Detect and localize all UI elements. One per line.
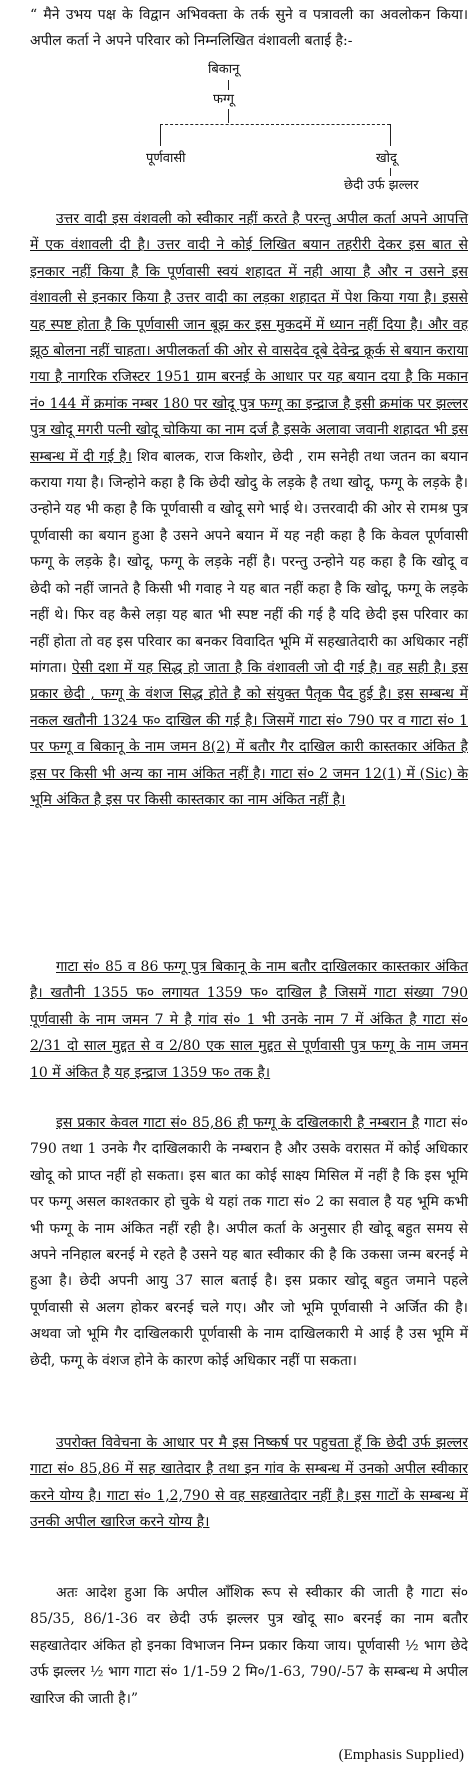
paragraph-2-underlined: गाटा सं० 85 व 86 फग्गू पुत्र बिकानू के नाम बतौर दाखिलकार कास्तकार अंकित है। खतौनी 1355 फ० लगायत 1359 फ० दाखिल है जिसमें गाटा संख्या 790 पूर्णवासी के नाम जमन 7 मे है गांव सं० 1 भी उनके नाम 7 में अंकित है गाटा सं० 2/31 दो साल मुद्दत से व 2/80 एक साल मुद्दत से पूर्णवासी पुत्र फग्गू के नाम जमन 10 में अंकित है यह इन्द्राज 1359 फ० तक है। — [30, 959, 468, 1081]
tree-connector-bottom — [390, 168, 391, 176]
paragraph-1 — [30, 206, 468, 813]
tree-child-name: फग्गू — [213, 92, 234, 107]
tree-grandchild-left-name: पूर्णवासी — [146, 151, 186, 166]
intro-paragraph — [30, 2, 468, 55]
paragraph-1-plain: शिव बालक, राज किशोर, छेदी , राम सनेही तथा जतन का बयान कराया गया है। जिन्होने कहा है कि छेदी खोदु के लड़के है तथा खोदू, फग्गू के लड़के है। उन्होने यह भी कहा है कि पूर्णवासी व खोदू सगे भाई थे। उत्तरवादी की ओर से रामश्र पुत्र पूर्णवासी का बयान हुआ है उसने अपने बयान में यह नही कहा है कि केवल पूर्णवासी फग्गू के लड़के है। खोदू, फग्गू के लड़के नहीं है। परन्तु उन्होने यह कहा है कि खोदू व छेदी को नहीं जानते है किसी भी गवाह ने यह बात नहीं कहा है कि खोदू, फग्गू के लड़के नहीं थे। फिर वह कैसे लड़ा यह बात भी स्पष्ट नहीं की गई है यदि छेदी इस परिवार का नहीं होता तो वह इस परिवार का बनकर विवादित भूमि में सहखातेदारी का अधिकार नहीं मांगता। — [30, 448, 468, 676]
tree-sibling-line — [160, 124, 390, 125]
tree-root-name: बिकानू — [208, 62, 240, 77]
paragraph-3-plain: गाटा सं० 790 तथा 1 उनके गैर दाखिलकारी के नम्बरान है और उसके वरासत में कोई अधिकार खोदू को प्राप्त नहीं हो सकता। इस बात का कोई साक्ष्य मिसिल में नहीं है कि इस भूमि पर फग्गू असल काश्तकार हो चुके थे यहां तक गाटा सं० 2 का सवाल है यह भूमि कभी भी फग्गू के नाम अंकित नहीं रही है। अपील कर्ता के अनुसार ही खोदू बहुत समय से अपने ननिहाल बरनई मे रहते है उसने यह बात स्वीकार की है कि उकसा जन्म बरनई मे हुआ है। छेदी अपनी आयु 37 साल बताई है। इस प्रकार खोदू बहुत जमाने पहले पूर्णवासी से अलग होकर बरनई चले गए। और जो भूमि पूर्णवासी ने अर्जित की है। अथवा जो भूमि गैर दाखिलकारी पूर्णवासी के नाम दाखिलकारी मे आई है उस भूमि में छेदी, फग्गू के वंशज होने के कारण कोई अधिकार नहीं पा सकता। — [30, 1115, 469, 1369]
tree-connector-left — [160, 124, 161, 146]
paragraph-2 — [30, 954, 468, 1086]
emphasis-note: (Emphasis Supplied) — [338, 1747, 464, 1763]
paragraph-1-underlined-end: ऐसी दशा में यह सिद्ध हो जाता है कि वंशावली जो दी गई है। वह सही है। इस प्रकार छेदी , फग्गू के वंशज सिद्ध होते है को संयुक्त पैतृक पैद हुई है। इस सम्बन्ध में नकल खतौनी 1324 फ० दाखिल की गई है। जिसमें गाटा सं० 790 पर व गाटा सं० 1 पर फग्गू व बिकानू के नाम जमन 8(2) में बतौर गैर दाखिल कारी कास्तकार अंकित है इस पर किसी भी अन्य का नाम अंकित नहीं है। गाटा सं० 2 जमन 12(1) में (Sic) के भूमि अंकित है इस पर किसी कास्तकार का नाम अंकित नहीं है। — [30, 659, 468, 808]
paragraph-5 — [30, 1580, 468, 1712]
paragraph-1-underlined-start: उत्तर वादी इस वंशवली को स्वीकार नहीं करते है परन्तु अपील कर्ता अपने आपत्ति में एक वंशावली दी है। उत्तर वादी ने कोई लिखित बयान तहरीरी देकर इस बात से इनकार नहीं किया है कि पूर्णवासी स्वयं शहादत में नही आया है और न उसने इस वंशावली से इनकार किया है उत्तर वादी का लड़का शहादत में पेश किया गया है। इससे यह स्पष्ट होता है कि पूर्णवासी जान बूझ कर इस मुकदमें में ध्यान नहीं दिया है। और वह झूठ बोलना नहीं चाहता। अपीलकर्ता की ओर से वासदेव दूबे देवेन्द्र क्रूर्क से बयान कराया गया है नागरिक रजिस्टर 1951 ग्राम बरनई के आधार पर यह बयान दया है कि मकान नं० 144 में क्रमांक नम्बर 180 पर खोदू पुत्र फग्गू का इन्द्राज है इसी क्रमांक पर झल्लर पुत्र खोदू मगरी पत्नी खोदू चोकिया का नाम दर्ज है इसके अलावा जवानी शहादत भी इस सम्बन्ध में दी गई है। — [30, 211, 468, 465]
paragraph-4-underlined: उपरोक्त विवेचना के आधार पर मै इस निष्कर्ष पर पहुचता हूँ कि छेदी उर्फ झल्लर गाटा सं० 85,86 में सह खातेदार है तथा इन गांव के सम्बन्ध में उनको अपील स्वीकार करने योग्य है। गाटा सं० 1,2,790 से वह सहखातेदार नहीं है। इस गाटों के सम्बन्ध में उनकी अपील खारिज करने योग्य है। — [30, 1435, 468, 1531]
tree-connector-root — [228, 80, 229, 90]
tree-grandchild-right-name: खोदू — [376, 151, 397, 166]
tree-connector-child — [228, 109, 229, 123]
intro-text: “ मैने उभय पक्ष के विद्वान अभिवक्ता के तर्क सुने व पत्रावली का अवलोकन किया। अपील कर्ता ने अपने परिवार को निम्नलिखित वंशावली बताई है:- — [30, 7, 468, 50]
tree-connector-right — [390, 124, 391, 146]
paragraph-3-underlined: इस प्रकार केवल गाटा सं० 85,86 ही फग्गू के दखिलकारी है नम्बरान है — [56, 1115, 420, 1131]
paragraph-5-plain: अतः आदेश हुआ कि अपील आँशिक रूप से स्वीकार की जाती है गाटा सं० 85/35, 86/1-36 वर छेदी उर्फ झल्लर पुत्र खोदू सा० बरनई का नाम बतौर सहखातेदार अंकित हो इनका विभाजन निम्न प्रकार किया जाय। पूर्णवासी ½ भाग छेदे उर्फ झल्लर ½ भाग गाटा सं० 1/1-59 2 मि०/1-63, 790/-57 के सम्बन्ध मे अपील खारिज की जाती है।” — [30, 1585, 468, 1707]
paragraph-4 — [30, 1430, 468, 1536]
paragraph-3 — [30, 1110, 468, 1374]
tree-great-grandchild-name: छेदी उर्फ झल्लर — [344, 178, 419, 193]
